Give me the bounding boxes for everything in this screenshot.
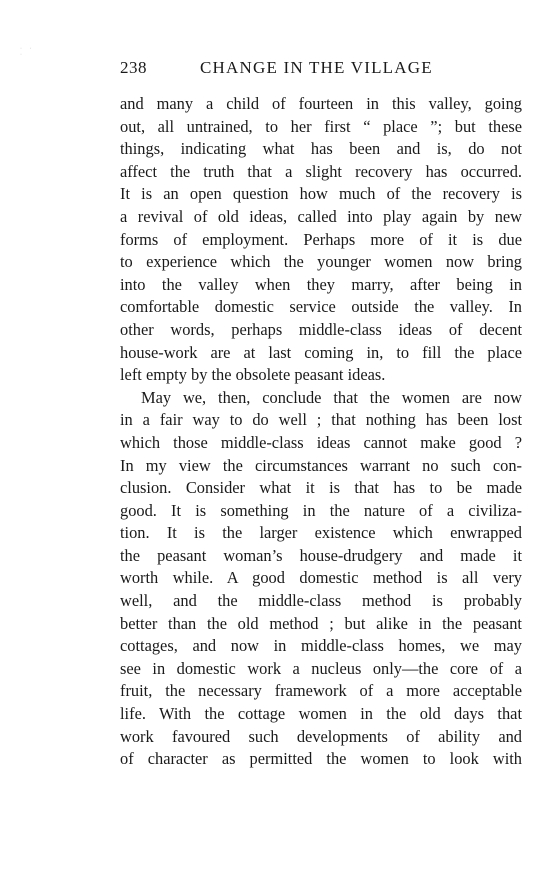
text-line: left empty by the obsolete peasant ideas. (120, 365, 386, 385)
text-line: and many a child of fourteen in this valley, going (120, 94, 522, 113)
text-line: a revival of old ideas, called into play again by new (120, 206, 522, 226)
text-line: fruit, the necessary framework of a more acceptable (120, 681, 522, 701)
text-line: In my view the circumstances warrant no such con- (120, 455, 522, 475)
text-line: better than the old method ; but alike in the peasant (120, 613, 522, 633)
text-line: well, and the middle-class method is probably (120, 591, 522, 611)
page-header (120, 58, 522, 82)
text-line: comfortable domestic service outside the valley. In (120, 297, 522, 317)
text-line: things, indicating what has been and is, do not (120, 139, 522, 159)
text-line: other words, perhaps middle-class ideas of decent (120, 319, 522, 339)
page-number: 238 (120, 58, 147, 77)
text-line: the peasant woman’s house-drudgery and made it (120, 545, 522, 565)
running-title: CHANGE IN THE VILLAGE (200, 58, 433, 77)
text-line: affect the truth that a slight recovery has occurred. (120, 161, 522, 181)
text-line: which those middle-class ideas cannot make good ? (120, 432, 522, 452)
text-line: work favoured such developments of ability and (120, 726, 522, 746)
text-line: It is an open question how much of the recovery is (120, 184, 522, 204)
body-text (120, 93, 522, 771)
text-line: clusion. Consider what it is that has to be made (120, 478, 522, 498)
text-line: out, all untrained, to her first “ place ”; but these (120, 116, 522, 136)
text-line: in a fair way to do well ; that nothing has been lost (120, 410, 522, 430)
text-line: see in domestic work a nucleus only—the core of a (120, 658, 522, 678)
text-line: May we, then, conclude that the women are now (141, 387, 522, 407)
text-line: worth while. A good domestic method is all very (120, 568, 522, 588)
text-line: to experience which the younger women now bring (120, 252, 522, 272)
text-line: tion. It is the larger existence which enwrapped (120, 523, 522, 543)
text-line: forms of employment. Perhaps more of it is due (120, 229, 522, 249)
scan-speck: · · · (20, 46, 35, 58)
text-line: cottages, and now in middle-class homes, we may (120, 636, 522, 656)
text-line: house-work are at last coming in, to fill the place (120, 342, 522, 362)
text-line: good. It is something in the nature of a civiliza- (120, 500, 522, 520)
text-line: into the valley when they marry, after being in (120, 274, 522, 294)
text-line: life. With the cottage women in the old days that (120, 704, 522, 724)
text-line: of character as permitted the women to look with (120, 749, 522, 769)
